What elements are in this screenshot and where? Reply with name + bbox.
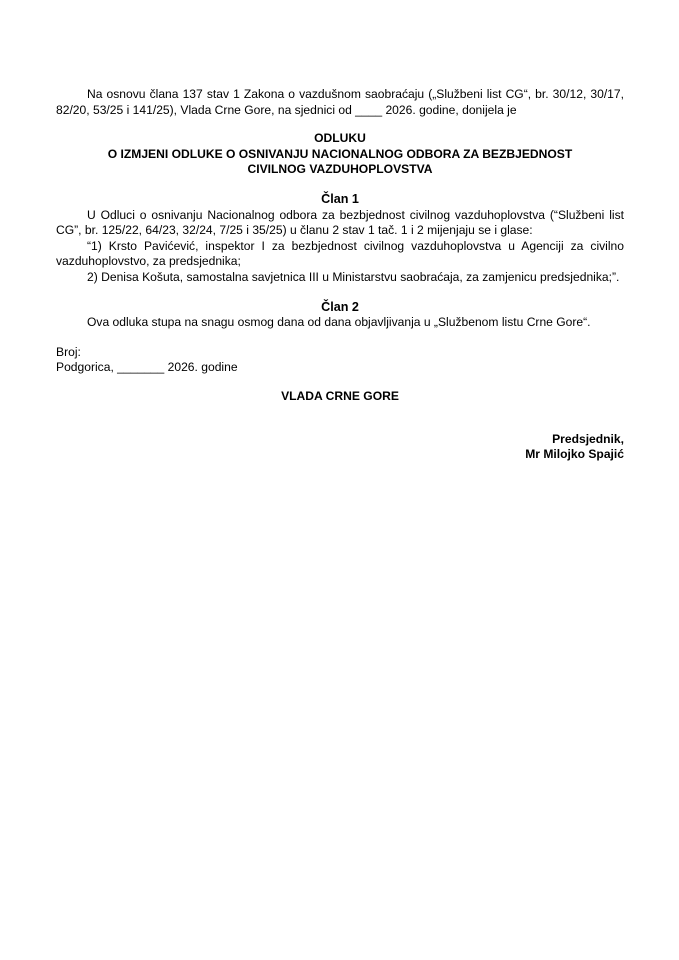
signatory-name: Mr Milojko Spajić	[525, 447, 624, 462]
place-date: Podgorica, _______ 2026. godine	[56, 360, 238, 375]
article-2-text: Ova odluka stupa na snagu osmog dana od dana objavljivanja u „Službenom listu Crne Gore“.	[87, 315, 591, 330]
registry-number: Broj:	[56, 344, 81, 359]
signatory-title: Predsjednik,	[552, 431, 624, 446]
article-1-item-2: 2) Denisa Košuta, samostalna savjetnica III u Ministarstvu saobraćaja, za zamjenicu predsjednika;”.	[87, 269, 620, 284]
article-1-heading: Član 1	[321, 191, 359, 206]
preamble: Na osnovu člana 137 stav 1 Zakona o vazdušnom saobraćaju („Službeni list CG“, br. 30/12, 30/17, 82/20, 53/25 i 141/25), Vlada Crne Gore, na sjednici od ____ 2026. godine, donijela je	[56, 87, 624, 117]
government-name: VLADA CRNE GORE	[281, 388, 399, 403]
title-line-3: CIVILNOG VAZDUHOPLOVSTVA	[247, 162, 433, 177]
title-line-1: ODLUKU	[314, 131, 366, 146]
signature-block	[56, 432, 624, 463]
document-body	[56, 87, 624, 463]
title-line-2: O IZMJENI ODLUKE O OSNIVANJU NACIONALNOG ODBORA ZA BEZBJEDNOST	[107, 146, 573, 161]
registry-block	[56, 345, 624, 376]
article-2-heading: Član 2	[321, 299, 359, 314]
document-title	[56, 131, 624, 178]
article-1-intro: U Odluci o osnivanju Nacionalnog odbora za bezbjednost civilnog vazduhoplovstva (“Službeni list CG”, br. 125/22, 64/23, 32/24, 7/25 i 35/25) u članu 2 stav 1 tač. 1 i 2 mijenjaju se i glase:	[56, 207, 624, 238]
article-1-item-1: “1) Krsto Pavićević, inspektor I za bezbjednost civilnog vazduhoplovstva u Agenciji za civilno vazduhoplovstvo, za predsjednika;	[56, 238, 624, 269]
